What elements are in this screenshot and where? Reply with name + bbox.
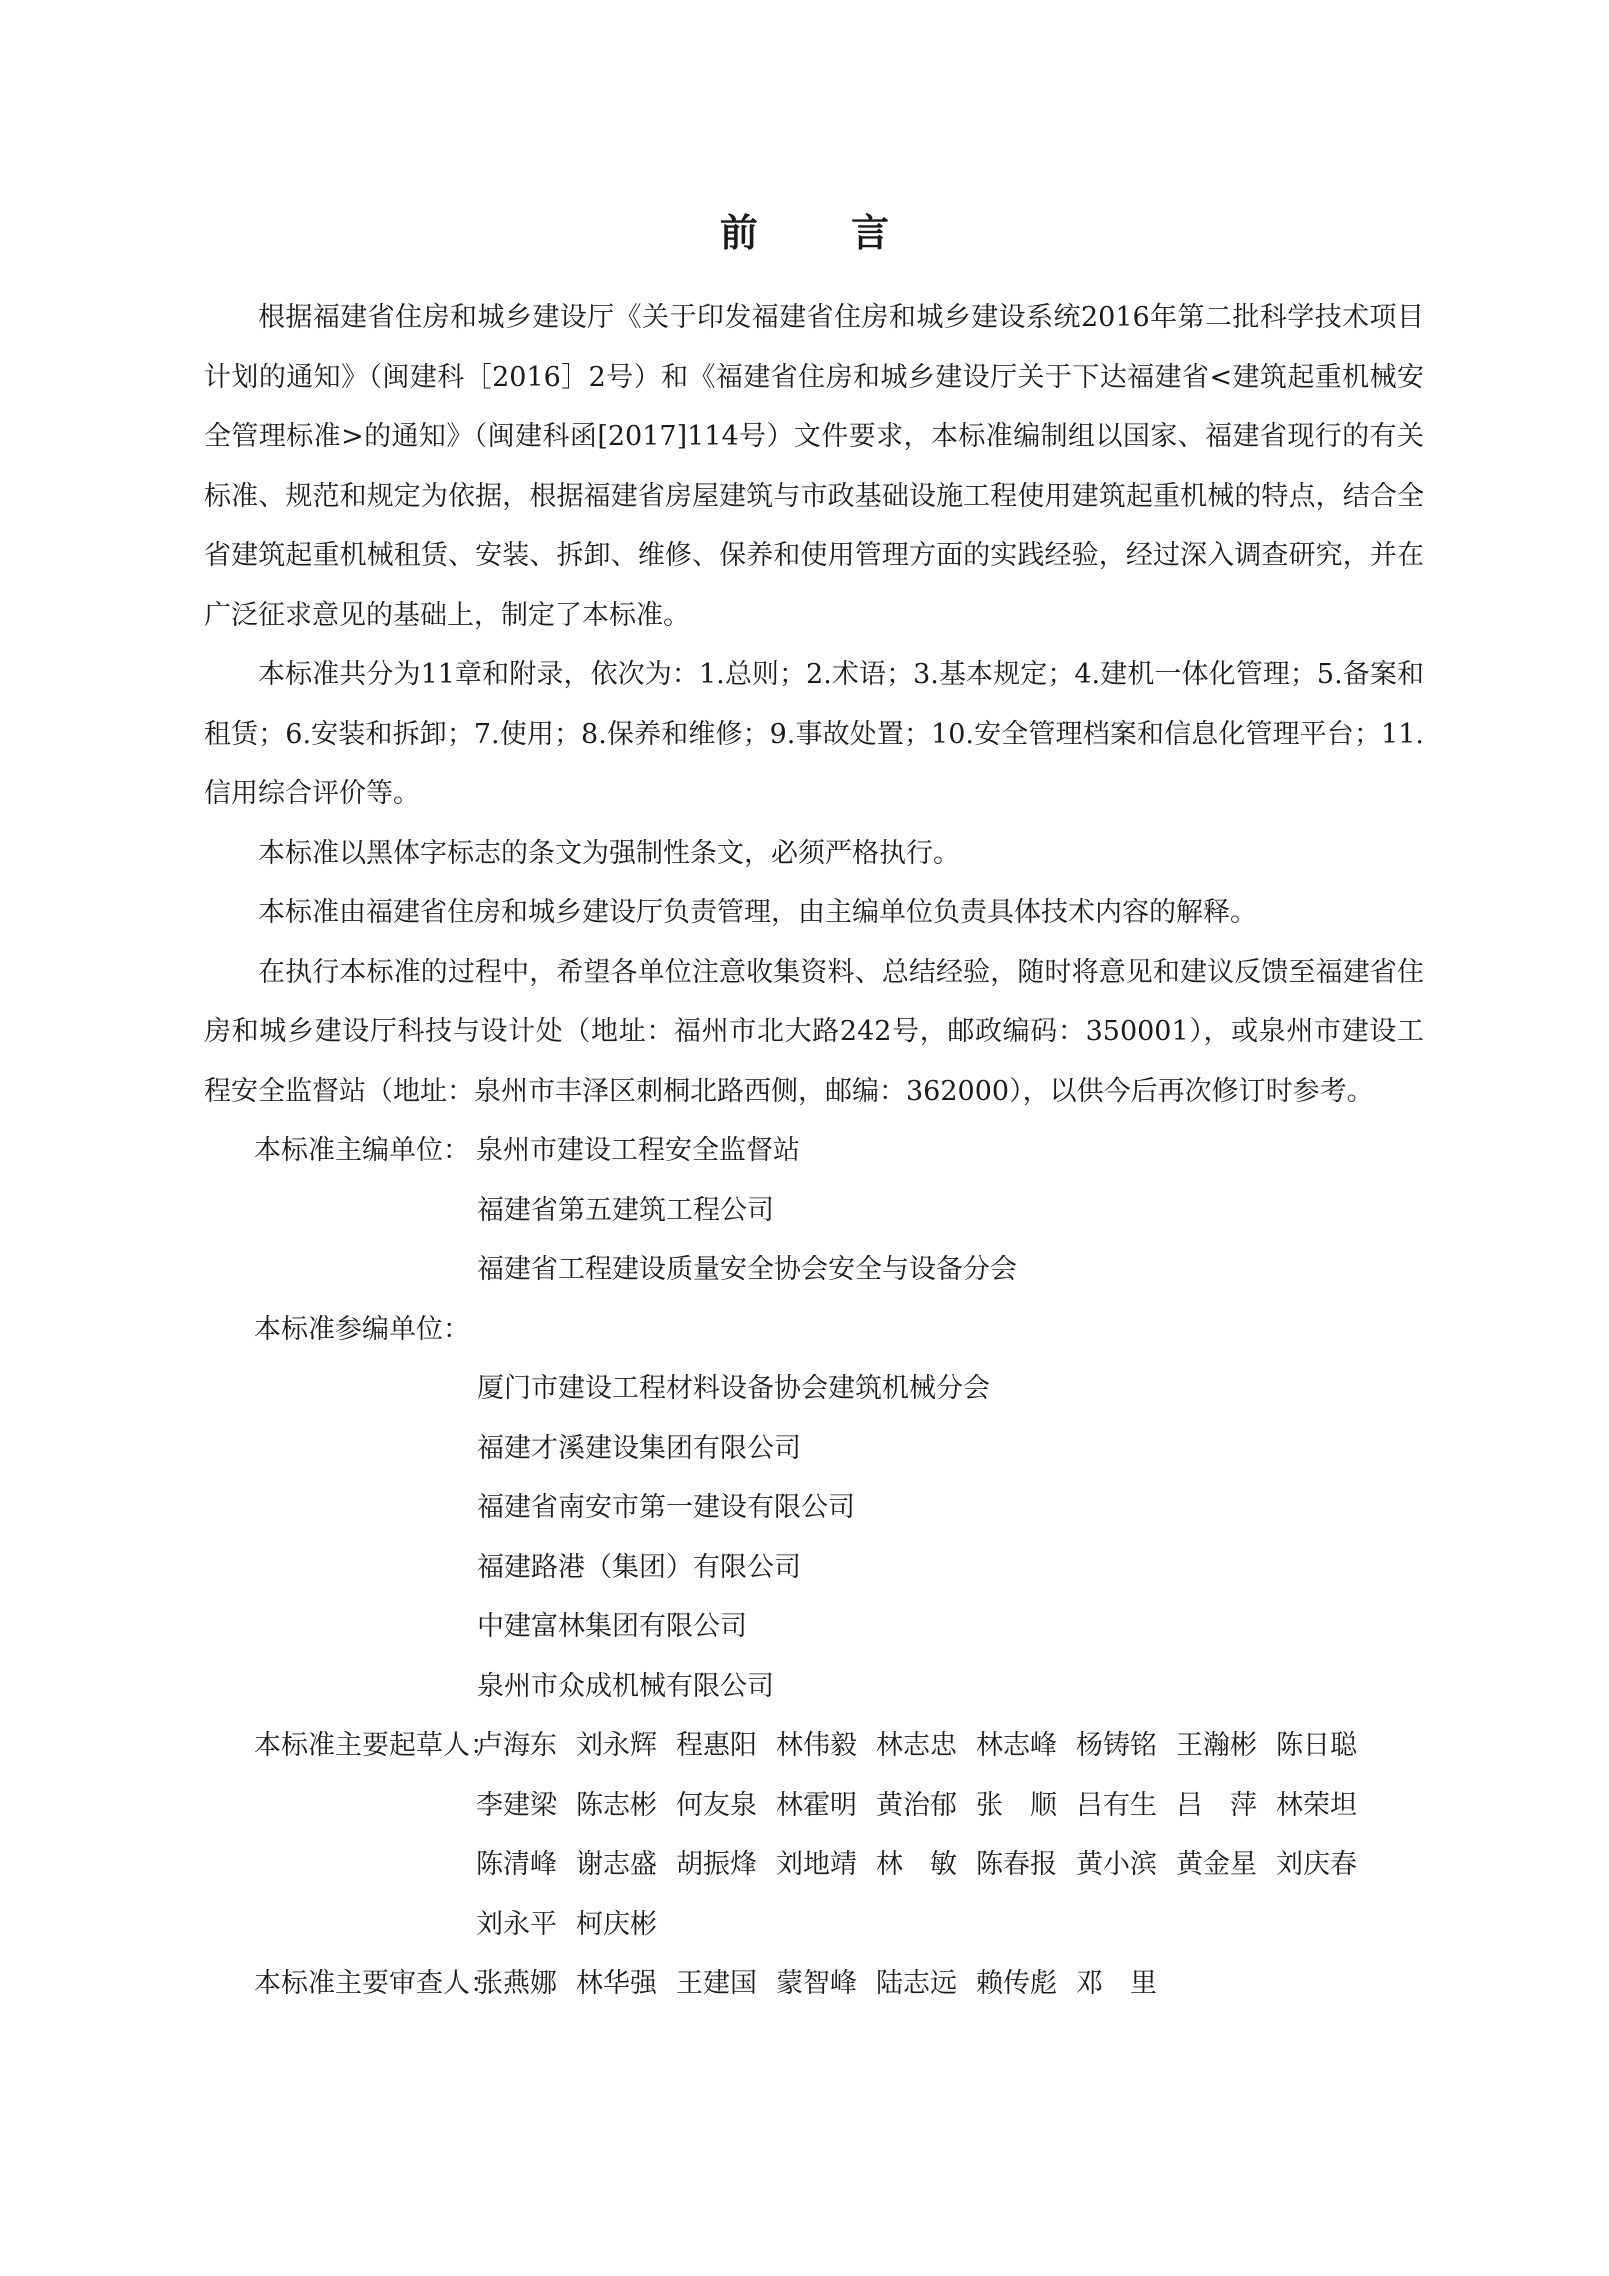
participating-unit-item: 厦门市建设工程材料设备协会建筑机械分会 <box>477 1373 990 1404</box>
reviewer-name: 邓 里 <box>1076 1968 1157 1999</box>
drafter-name: 林 敏 <box>876 1849 957 1880</box>
participating-units-label: 本标准参编单位： <box>254 1313 470 1345</box>
reviewers-row <box>204 1954 1424 2014</box>
drafter-name: 胡振烽 <box>676 1849 757 1880</box>
reviewers-label: 本标准主要审查人： <box>254 1968 497 1999</box>
participating-unit-item: 中建富林集团有限公司 <box>477 1611 747 1642</box>
drafter-name: 黄金星 <box>1176 1849 1257 1880</box>
drafter-name: 林霍明 <box>776 1789 857 1821</box>
drafter-name: 谢志盛 <box>576 1849 657 1880</box>
chief-units-row <box>204 1121 1424 1181</box>
chief-unit-item: 福建省工程建设质量安全协会安全与设备分会 <box>477 1254 1017 1285</box>
reviewers-name-list <box>476 1954 1424 2014</box>
participating-unit-item: 福建省南安市第一建设有限公司 <box>477 1492 855 1523</box>
participating-units-row <box>204 1300 1424 1360</box>
drafter-name: 卢海东 <box>476 1730 557 1761</box>
paragraph-feedback: 在执行本标准的过程中，希望各单位注意收集资料、总结经验，随时将意见和建议反馈至福建省住房和城乡建设厅科技与设计处（地址：福州市北大路242号，邮政编码：350001），或泉州市建设工程安全监督站（地址：泉州市丰泽区刺桐北路西侧，邮编：362000），以供今后再次修订时参考。 <box>204 956 1424 1107</box>
drafter-name: 刘永辉 <box>576 1730 657 1761</box>
drafter-name: 陈春报 <box>976 1849 1057 1880</box>
drafter-name: 陈清峰 <box>476 1849 557 1880</box>
page-title: 前 言 <box>719 211 930 255</box>
chief-units-label: 本标准主编单位： <box>254 1135 470 1166</box>
drafter-name: 黄小滨 <box>1076 1849 1157 1880</box>
reviewer-name: 赖传彪 <box>976 1968 1057 1999</box>
reviewer-name: 林华强 <box>576 1968 657 1999</box>
drafter-name: 林伟毅 <box>776 1730 857 1761</box>
drafter-name: 吕 萍 <box>1176 1789 1257 1821</box>
paragraph-mandatory: 本标准以黑体字标志的条文为强制性条文，必须严格执行。 <box>258 837 960 869</box>
drafter-name: 何友泉 <box>676 1789 757 1821</box>
drafter-name: 杨铸铭 <box>1076 1730 1157 1761</box>
drafter-name: 陈日聪 <box>1276 1730 1357 1761</box>
drafter-name: 刘庆春 <box>1276 1849 1357 1880</box>
paragraph-basis: 根据福建省住房和城乡建设厅《关于印发福建省住房和城乡建设系统2016年第二批科学技术项目计划的通知》（闽建科［2016］2号）和《福建省住房和城乡建设厅关于下达福建省<建筑起重机械安全管理标准>的通知》（闽建科函[2017]114号）文件要求，本标准编制组以国家、福建省现行的有关标准、规范和规定为依据，根据福建省房屋建筑与市政基础设施工程使用建筑起重机械的特点，结合全省建筑起重机械租赁、安装、拆卸、维修、保养和使用管理方面的实践经验，经过深入调查研究，并在广泛征求意见的基础上，制定了本标准。 <box>204 302 1424 631</box>
reviewer-name: 蒙智峰 <box>776 1968 857 1999</box>
drafter-name: 刘永平 <box>476 1908 557 1940</box>
drafter-name: 王瀚彬 <box>1176 1730 1257 1761</box>
drafter-name: 程惠阳 <box>676 1730 757 1761</box>
chief-unit-item: 福建省第五建筑工程公司 <box>477 1194 774 1226</box>
drafters-name-list <box>476 1716 1424 1954</box>
drafter-name: 张 顺 <box>976 1789 1057 1821</box>
drafter-name: 林志忠 <box>876 1730 957 1761</box>
paragraph-structure: 本标准共分为11章和附录，依次为：1.总则；2.术语；3.基本规定；4.建机一体化管理；5.备案和租赁；6.安装和拆卸；7.使用；8.保养和维修；9.事故处置；10.安全管理档案和信息化管理平台；11.信用综合评价等。 <box>204 659 1424 809</box>
participating-unit-item: 福建路港（集团）有限公司 <box>477 1551 801 1583</box>
participating-unit-item: 泉州市众成机械有限公司 <box>477 1670 774 1702</box>
chief-unit-item: 泉州市建设工程安全监督站 <box>476 1135 800 1166</box>
drafter-name: 李建梁 <box>476 1789 557 1821</box>
reviewer-name: 张燕娜 <box>476 1968 557 1999</box>
drafters-label: 本标准主要起草人： <box>254 1730 497 1761</box>
drafter-name: 陈志彬 <box>576 1789 657 1821</box>
drafter-name: 林志峰 <box>976 1730 1057 1761</box>
drafters-row <box>204 1716 1424 1954</box>
paragraph-management: 本标准由福建省住房和城乡建设厅负责管理，由主编单位负责具体技术内容的解释。 <box>258 897 1257 928</box>
drafter-name: 黄治郁 <box>876 1789 957 1821</box>
reviewer-name: 陆志远 <box>876 1968 957 1999</box>
drafter-name: 刘地靖 <box>776 1849 857 1880</box>
document-body <box>204 288 1424 2014</box>
drafter-name: 吕有生 <box>1076 1789 1157 1821</box>
drafter-name: 柯庆彬 <box>576 1908 657 1940</box>
drafter-name: 林荣坦 <box>1276 1789 1357 1821</box>
participating-unit-item: 福建才溪建设集团有限公司 <box>477 1432 801 1464</box>
reviewer-name: 王建国 <box>676 1968 757 1999</box>
